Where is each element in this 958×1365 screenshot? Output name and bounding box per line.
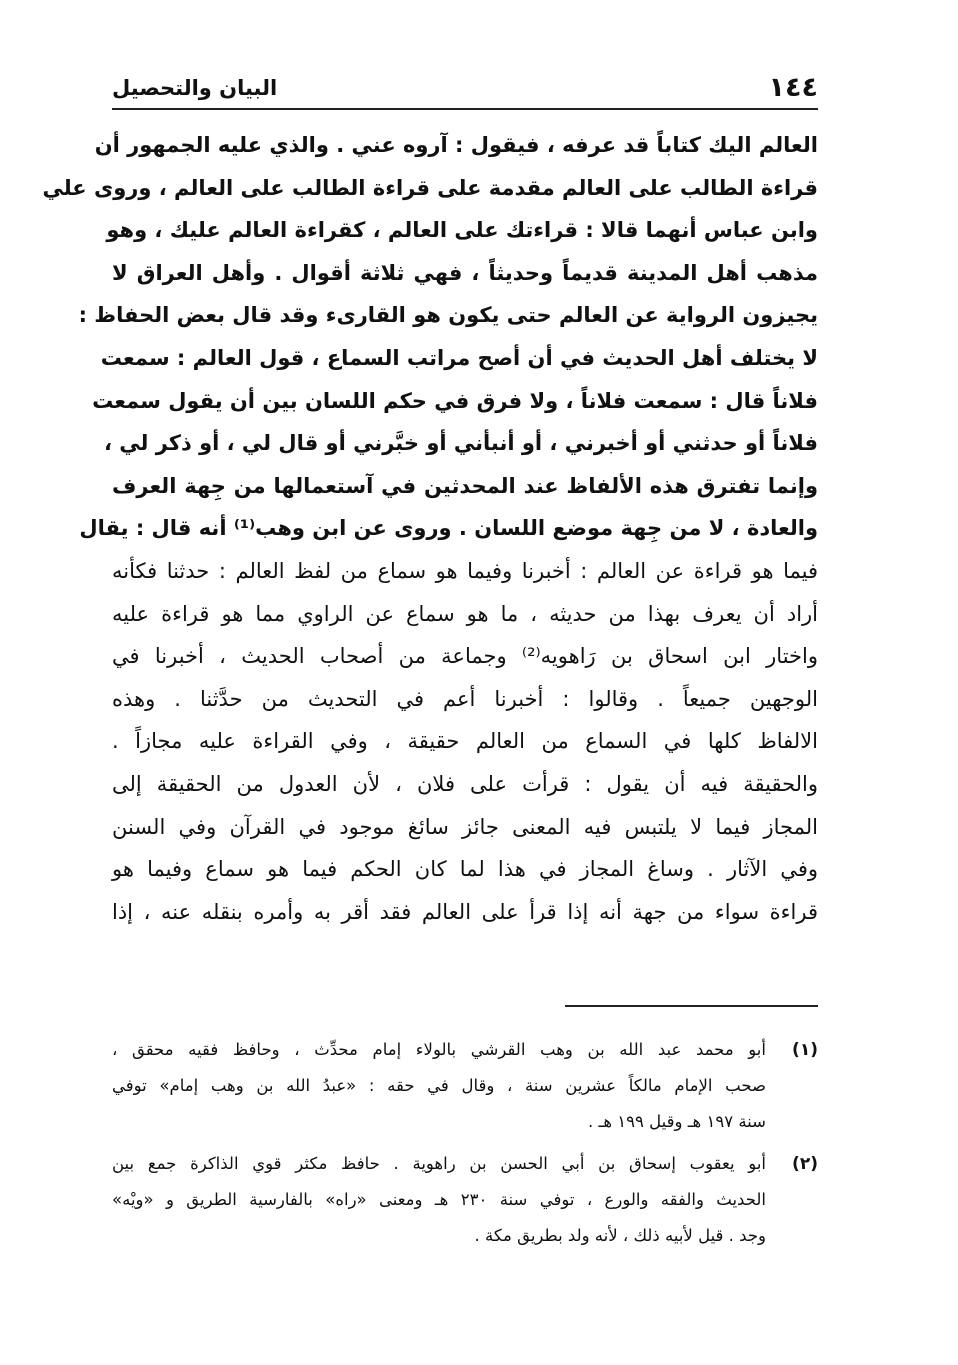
- text-line: وفي الآثار . وساغ المجاز في هذا لما كان الحكم فيما هو سماع وفيما هو: [112, 857, 818, 882]
- footnote-divider: [565, 1005, 818, 1007]
- footnote-marker: (١): [792, 1040, 818, 1060]
- text-line: فلاناً قال : سمعت فلاناً ، ولا فرق في حكم اللسان بين أن يقول سمعت: [92, 388, 818, 413]
- text-line: قراءة الطالب على العالم مقدمة على قراءة الطالب على العالم ، وروى علي: [42, 175, 818, 200]
- footnote-line: أبو يعقوب إسحاق بن أبي الحسن بن راهوية . حافظ مكثر قوي الذاكرة جمع بين: [112, 1154, 766, 1173]
- header-divider: [112, 108, 818, 110]
- text-line: وإنما تفترق هذه الألفاظ عند المحدثين في آستعمالها من جِهة العرف: [112, 473, 818, 498]
- text-line: فلاناً أو حدثني أو أخبرني ، أو أنبأني أو خبَّرني أو قال لي ، أو ذكر لي ،: [103, 431, 818, 456]
- text-line: أراد أن يعرف بهذا من حديثه ، ما هو سماع عن الراوي مما هو قراءة عليه: [112, 601, 818, 626]
- footnotes: [112, 1032, 818, 1260]
- text-line: يجيزون الرواية عن العالم حتى يكون هو القارىء وقد قال بعض الحفاظ :: [78, 303, 818, 328]
- footnote-line: صحب الإمام مالكاً عشرين سنة ، وقال في حقه : «عبدُ الله بن وهب إمام» توفي: [112, 1076, 766, 1095]
- text-line: واختار ابن اسحاق بن رَاهويه⁽²⁾ وجماعة من أصحاب الحديث ، أخبرنا في: [112, 644, 818, 669]
- page-number: ١٤٤: [768, 72, 818, 103]
- footnote: [112, 1146, 818, 1254]
- main-text: [42, 124, 818, 933]
- text-line: المجاز فيما لا يلتبس فيه المعنى جائز سائغ موجود في القرآن وفي السنن: [112, 814, 818, 839]
- text-line: مذهب أهل المدينة قديماً وحديثاً ، فهي ثلاثة أقوال . وأهل العراق لا: [112, 260, 818, 285]
- footnote: [112, 1032, 818, 1140]
- text-line: العالم اليك كتاباً قد عرفه ، فيقول : آروه عني . والذي عليه الجمهور أن: [94, 133, 818, 157]
- text-line: وابن عباس أنهما قالا : قراءتك على العالم ، كقراءة العالم عليك ، وهو: [106, 218, 818, 243]
- text-line: فيما هو قراءة عن العالم : أخبرنا وفيما هو سماع من لفظ العالم : حدثنا فكأنه: [112, 558, 818, 583]
- footnote-marker: (٢): [792, 1154, 818, 1174]
- running-title: البيان والتحصيل: [112, 76, 278, 100]
- footnote-line: الحديث والفقه والورع ، توفي سنة ٢٣٠ هـ ومعنى «راه» بالفارسية الطريق و «ويْه»: [112, 1190, 766, 1209]
- footnote-line: وجد . قيل لأبيه ذلك ، لأنه ولد بطريق مكة .: [474, 1226, 766, 1245]
- footnote-line: أبو محمد عبد الله بن وهب القرشي بالولاء إمام محدِّث ، وحافظ فقيه محقق ،: [112, 1040, 766, 1059]
- text-line: قراءة سواء من جهة أنه إذا قرأ على العالم فقد أقر به وأمره بنقله عنه ، إذا: [112, 899, 818, 924]
- text-line: لا يختلف أهل الحديث في أن أصح مراتب السماع ، قول العالم : سمعت: [100, 345, 818, 370]
- text-line: الوجهين جميعاً . وقالوا : أخبرنا أعم في التحديث من حدَّثنا . وهذه: [112, 686, 818, 711]
- text-line: الالفاظ كلها في السماع من العالم حقيقة ، وفي القراءة عليه مجازاً .: [112, 729, 818, 754]
- footnote-line: سنة ١٩٧ هـ وقيل ١٩٩ هـ .: [588, 1112, 766, 1131]
- text-line: والحقيقة فيه أن يقول : قرأت على فلان ، لأن العدول من الحقيقة إلى: [112, 771, 818, 796]
- text-line: والعادة ، لا من جِهة موضع اللسان . وروى عن ابن وهب⁽¹⁾ أنه قال : يقال: [79, 516, 818, 541]
- page-header: [112, 68, 818, 108]
